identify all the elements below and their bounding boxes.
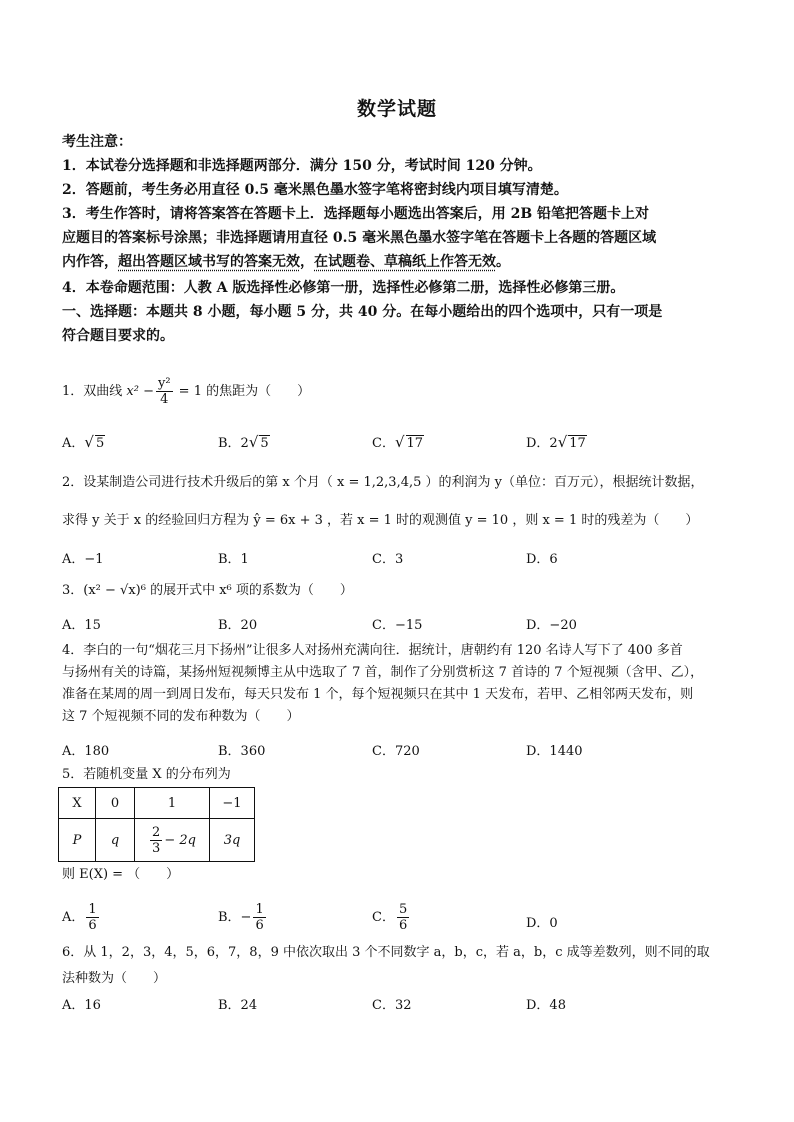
option-a[interactable] [62, 432, 105, 451]
option-label: A． [62, 436, 85, 451]
option-c[interactable]: C．−15 [372, 618, 423, 633]
notice-item-3-line-1: 3．考生作答时，请将答案答在答题卡上．选择题每小题选出答案后，用 2B 铅笔把答题卡上对 [62, 206, 650, 222]
fraction [156, 376, 173, 407]
option-d[interactable] [526, 432, 587, 451]
question-6 [62, 942, 734, 990]
table-cell [59, 819, 96, 862]
option-c[interactable] [372, 432, 424, 451]
notice-item-4: 4．本卷命题范围：人教 A 版选择性必修第一册，选择性必修第二册，选择性必修第三册。 [62, 280, 625, 296]
question-2 [62, 472, 734, 532]
question-3 [62, 580, 734, 602]
option-b[interactable]: B．360 [218, 744, 266, 759]
fraction-numerator: y² [157, 376, 171, 391]
question-4-line-3: 准备在某周的周一到周日发布，每天只发布 1 个，每个短视频只在其中 1 天发布，若甲、乙相邻两天发布，则 [62, 687, 694, 702]
option-d[interactable]: D．0 [526, 916, 558, 931]
option-d[interactable]: D．48 [526, 998, 566, 1013]
question-6-line-1: 6．从 1，2，3，4，5，6，7，8，9 中依次取出 3 个不同数字 a，b，c，若 a，b，c 成等差数列，则不同的取 [62, 945, 710, 960]
table-row [59, 788, 255, 819]
math-term: x² − [126, 384, 154, 399]
notice-item-3-line-3 [62, 250, 734, 274]
option-a[interactable] [62, 902, 101, 933]
option-b[interactable] [218, 432, 270, 451]
question-4-line-4: 这 7 个短视频不同的发布种数为（ ） [62, 709, 300, 724]
question-5-stem: 5．若随机变量 X 的分布列为 [62, 767, 231, 782]
question-2-line-1: 2．设某制造公司进行技术升级后的第 x 个月（ x = 1,2,3,4,5 ）的利润为 y（单位：百万元），根据统计数据， [62, 475, 704, 490]
question-6-options [62, 994, 734, 1018]
table-cell [135, 819, 210, 862]
stem-text: = 1 的焦距为（ ） [174, 384, 311, 399]
question-4-options [62, 740, 734, 764]
option-label: C． [372, 910, 395, 925]
fraction-numerator: 2 [152, 824, 161, 840]
distribution-table [58, 787, 255, 862]
option-label: B．2 [218, 436, 249, 451]
table-cell [96, 819, 135, 862]
table-cell [210, 819, 255, 862]
option-label: B．− [218, 910, 252, 925]
math-term: − 2q [164, 832, 196, 848]
option-c[interactable]: C．3 [372, 552, 404, 567]
emphasis-text: 在试题卷、草稿纸上作答无效 [314, 254, 496, 270]
math-term: P [72, 832, 82, 848]
question-5-ask-text: 则 E(X) = （ ） [62, 867, 180, 882]
table-cell: 0 [96, 788, 135, 819]
table-cell: X [59, 788, 96, 819]
option-c[interactable] [372, 902, 411, 933]
notice-text: 。 [496, 254, 510, 270]
question-4 [62, 640, 734, 728]
option-d[interactable]: D．1440 [526, 744, 583, 759]
question-1-stem [62, 376, 311, 407]
fraction-denominator: 6 [398, 918, 408, 933]
fraction [397, 902, 409, 933]
question-3-stem: 3．(x² − √x)⁶ 的展开式中 x⁶ 项的系数为（ ） [62, 583, 353, 598]
option-b[interactable] [218, 902, 268, 933]
option-label: C． [372, 436, 395, 451]
sqrt-icon: √ [394, 433, 405, 451]
fraction [150, 825, 162, 856]
notice-item-3-line-2: 应题目的答案标号涂黑；非选择题请用直径 0.5 毫米黑色墨水签字笔在答题卡上各题的答题区域 [62, 230, 657, 246]
stem-text: 1．双曲线 [62, 384, 127, 399]
question-5-ask [62, 864, 734, 886]
radicand: 17 [406, 436, 424, 451]
option-a[interactable]: A．180 [62, 744, 110, 759]
sqrt-icon: √ [248, 433, 259, 451]
table-row [59, 819, 255, 862]
option-d[interactable]: D．6 [526, 552, 558, 567]
question-2-line-2: 求得 y 关于 x 的经验回归方程为 ŷ = 6x + 3 ，若 x = 1 时的观测值 y = 10 ，则 x = 1 时的残差为（ ） [62, 513, 699, 528]
question-1 [62, 376, 734, 407]
option-label: D．2 [526, 436, 558, 451]
question-5 [62, 764, 734, 786]
notice-text: ， [300, 254, 314, 270]
math-term: 3q [223, 832, 241, 848]
section-heading-line-1: 一、选择题：本题共 8 小题，每小题 5 分，共 40 分。在每小题给出的四个选项中，只有一项是 [62, 304, 663, 320]
option-d[interactable]: D．−20 [526, 618, 577, 633]
question-1-options [62, 432, 734, 456]
fraction-denominator: 6 [88, 918, 97, 933]
table-cell: 1 [135, 788, 210, 819]
radicand: 5 [95, 436, 105, 451]
question-5-options [62, 902, 734, 942]
option-c[interactable]: C．720 [372, 744, 420, 759]
fraction-denominator: 6 [255, 918, 264, 933]
fraction-denominator: 4 [160, 392, 169, 407]
radicand: 5 [260, 436, 269, 451]
option-a[interactable]: A．16 [62, 998, 101, 1013]
emphasis-text: 超出答题区域书写的答案无效 [118, 254, 300, 270]
question-3-options [62, 614, 734, 638]
question-2-options [62, 548, 734, 572]
question-6-line-2: 法种数为（ ） [62, 971, 167, 986]
table-cell: −1 [210, 788, 255, 819]
page-title: 数学试题 [356, 98, 437, 120]
fraction [86, 902, 98, 933]
notice-text: 内作答， [62, 254, 118, 270]
sqrt-icon: √ [84, 433, 94, 451]
fraction-numerator: 5 [398, 902, 408, 917]
option-b[interactable]: B．1 [218, 552, 249, 567]
radicand: 17 [569, 436, 586, 451]
question-4-line-1: 4．李白的一句“烟花三月下扬州”让很多人对扬州充满向往．据统计，唐朝约有 120 名诗人写下了 400 多首 [62, 643, 683, 658]
option-label: A． [62, 910, 85, 925]
notice-item-1: 1．本试卷分选择题和非选择题两部分．满分 150 分，考试时间 120 分钟。 [62, 158, 542, 174]
fraction-denominator: 3 [152, 840, 161, 856]
sqrt-icon: √ [557, 433, 568, 451]
notice-block [62, 130, 734, 348]
notice-item-2: 2．答题前，考生务必用直径 0.5 毫米黑色墨水签字笔将密封线内项目填写清楚。 [62, 182, 568, 198]
math-term: q [110, 832, 120, 848]
option-a[interactable]: A．15 [62, 618, 101, 633]
option-b[interactable]: B．20 [218, 618, 258, 633]
section-heading-line-2: 符合题目要求的。 [62, 328, 174, 344]
notice-heading: 考生注意： [62, 134, 132, 150]
fraction-numerator: 1 [255, 902, 264, 917]
option-a[interactable]: A．−1 [62, 552, 104, 567]
fraction-numerator: 1 [88, 902, 97, 917]
option-c[interactable]: C．32 [372, 998, 412, 1013]
fraction [253, 902, 265, 933]
option-b[interactable]: B．24 [218, 998, 258, 1013]
question-4-line-2: 与扬州有关的诗篇，某扬州短视频博主从中选取了 7 首，制作了分别赏析这 7 首诗的 7 个短视频（含甲、乙）， [62, 665, 704, 680]
